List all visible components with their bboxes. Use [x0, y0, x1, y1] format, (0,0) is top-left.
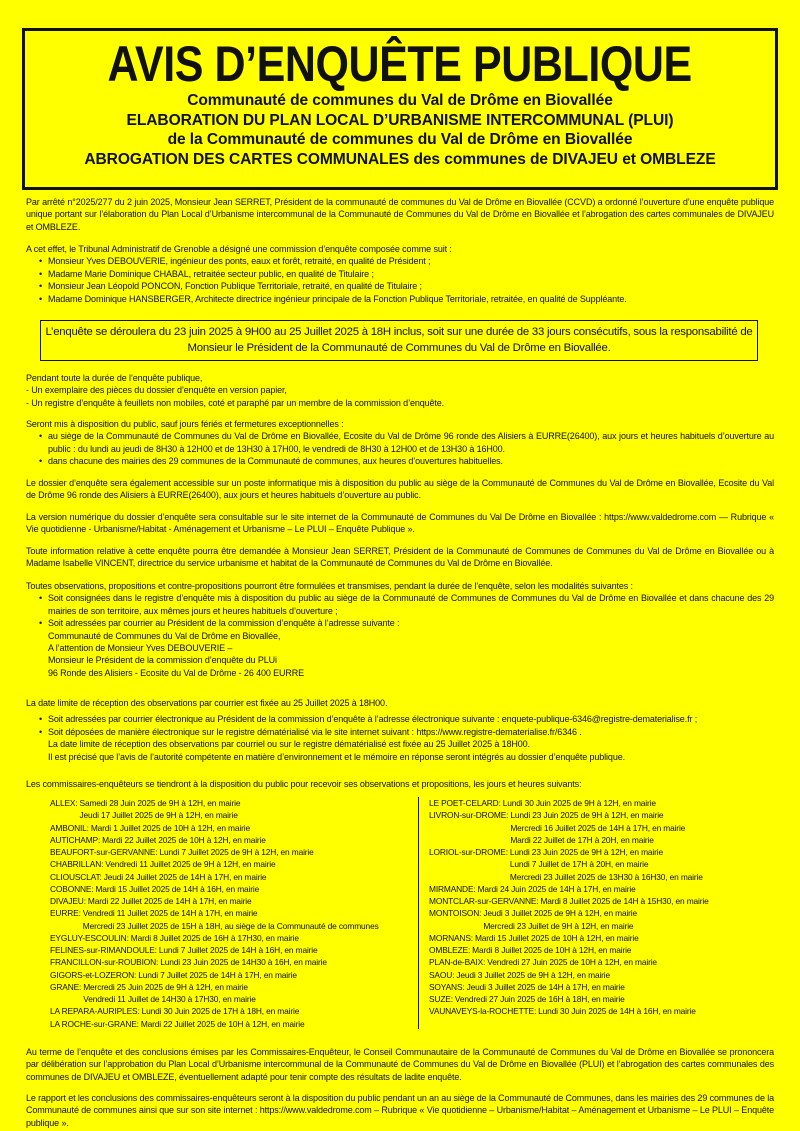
permanence-schedule: Lundi 30 Juin 2025 de 14H à 16H, en mairie: [538, 1006, 696, 1017]
permanence-entry: [429, 895, 774, 907]
dossier-papier-section: [26, 372, 774, 409]
permanence-schedule: Mardi 24 Juin 2025 de 14H à 17H, en mairie: [477, 883, 636, 894]
commune-name: PLAN-de-BAIX:: [429, 957, 486, 968]
permanence-entry: [50, 858, 416, 870]
permanence-entry: [429, 858, 774, 870]
address-line: A l’attention de Monsieur Yves DEBOUVERIE –: [48, 643, 233, 654]
header-line-plui: ELABORATION DU PLAN LOCAL D’URBANISME INTERCOMMUNAL (PLUI): [126, 111, 674, 129]
permanences-column-right: [418, 797, 774, 1029]
permanence-entry: [429, 834, 774, 846]
commune-name: GIGORS-et-LOZERON:: [50, 969, 137, 980]
commune-name: EURRE:: [50, 908, 81, 919]
permanence-entry: [50, 846, 416, 858]
commune-name: GRANE:: [50, 981, 82, 992]
permanence-schedule: Jeudi 24 Juillet 2025 de 14H à 17H, en mairie: [103, 871, 267, 882]
address-line: 96 Ronde des Alisiers - Ecosite du Val de Drôme - 26 400 EURRE: [48, 667, 305, 678]
commune-name: MORNANS:: [429, 932, 473, 943]
permanence-schedule: Samedi 28 Juin 2025 de 9H à 12H, en mairie: [79, 798, 241, 808]
permanence-entry: [50, 871, 416, 883]
commission-intro: A cet effet, le Tribunal Administratif de Grenoble a désigné une commission d’enquête composée comme suit :: [26, 244, 452, 254]
permanence-schedule: Mardi 15 Juillet 2025 de 14H à 16H, en mairie: [95, 883, 260, 894]
commission-members-list: [26, 255, 774, 305]
permanence-schedule: Mardi 8 Juillet 2025 de 14H à 15H30, en mairie: [540, 896, 709, 906]
permanence-entry: [429, 993, 774, 1005]
header-line-organisation: Communauté de communes du Val de Drôme en Biovallée: [187, 92, 613, 109]
intro-paragraph: [26, 196, 774, 233]
commune-name: CHABRILLAN:: [50, 859, 104, 870]
observations-section: [26, 580, 774, 679]
permanence-schedule: Mercredi 23 Juillet 2025 de 13H30 à 16H30, en mairie: [509, 871, 703, 882]
permanence-schedule: Lundi 30 Juin 2025 de 17H à 18H, en mairie: [141, 1006, 300, 1017]
permanence-entry: [50, 969, 416, 981]
commission-member: • Madame Marie Dominique CHABAL, retraitée secteur public, en qualité de Titulaire ;: [48, 268, 774, 280]
commune-name: LA REPARA-AURIPLES:: [50, 1006, 140, 1017]
permanences-column-left: [50, 797, 416, 1030]
permanence-schedule: Jeudi 3 Juillet 2025 de 14H à 17H, en mairie: [466, 981, 625, 992]
permanence-schedule: Mardi 22 Juillet 2025 de 14H à 17H, en mairie: [87, 896, 252, 906]
information-paragraph: [26, 545, 774, 570]
rapport-paragraph: [26, 1092, 774, 1129]
commune-name: FRANCILLON-sur-ROUBION:: [50, 957, 159, 968]
permanence-schedule: Lundi 23 Juin 2025 de 9H à 12H, en mairie: [509, 847, 663, 857]
rapport-text: Le rapport et les conclusions des commissaires-enquêteurs seront à la disposition du public pendant un an au siège de la Communauté de Communes, dans les mairies des 29 communes de la Communauté de communes ainsi que sur son site internet : https://www.valdedrome.com – Rubrique « Vie quotidienne – Urbanisme/Habitat – Aménagement et Urbanisme – Le PLUI – Enquête publique ».: [26, 1093, 774, 1128]
observations-intro: Toutes observations, propositions et contre-propositions pourront être formulées et transmises, pendant la durée de l’enquête, selon les modalités suivantes :: [26, 581, 633, 591]
permanence-entry: [50, 895, 416, 907]
observations-electronic-list: [26, 713, 774, 738]
commune-name: CLIOUSCLAT:: [50, 871, 102, 882]
permanence-schedule: Lundi 7 Juillet de 17H à 20H, en mairie: [509, 859, 649, 870]
commune-name: SAOU:: [429, 969, 455, 980]
commission-member: • Madame Dominique HANSBERGER, Architecte directrice ingénieur principale de la Fonction Publique Territoriale, retraitée, en qualité de Suppléante.: [48, 293, 774, 305]
observation-mode-registre-dematerialise: • Soit déposées de manière électronique sur le registre dématérialisé via le site internet suivant : https://www.registre-dematerialise.fr/6346 .: [48, 726, 774, 738]
commission-member: • Monsieur Yves DEBOUVERIE, ingénieur des ponts, eaux et forêt, retraité, en qualité de Président ;: [48, 255, 774, 267]
permanence-schedule: Mardi 8 Juillet 2025 de 10H à 12H, en mairie: [472, 945, 632, 955]
address-line: Monsieur le Président de la commission d’enquête du PLUi: [48, 655, 277, 666]
observations-list: [26, 592, 774, 629]
disposition-item: • dans chacune des mairies des 29 communes de la Communauté de communes, aux heures d’ouvertures habituelles.: [48, 455, 774, 467]
permanence-schedule: Jeudi 17 Juillet 2025 de 9H à 12H, en mairie: [79, 810, 238, 821]
permanence-entry: [50, 981, 416, 993]
dossier-papier-line: - Un exemplaire des pièces du dossier d’enquête en version papier,: [26, 385, 287, 396]
permanence-entry: [50, 956, 416, 968]
precision-autorite-environnementale: Il est précisé que l’avis de l’autorité compétente en matière d’environnement et le mémoire en réponse seront intégrés au dossier d’enquête publique.: [48, 751, 625, 762]
permanence-schedule: Lundi 7 Juillet 2025 de 14H à 17H, en mairie: [138, 969, 297, 980]
permanence-entry: [50, 1005, 416, 1017]
date-limite-courrier: La date limite de réception des observations par courrier est fixée au 25 Juillet 2025 à 18H00.: [26, 698, 388, 708]
header-box: [22, 28, 778, 190]
commune-name: LORIOL-sur-DROME:: [429, 847, 508, 857]
permanence-schedule: Mardi 15 Juillet 2025 de 10H à 12H, en mairie: [474, 932, 639, 943]
commune-name: MIRMANDE:: [429, 883, 476, 894]
permanences-table: [26, 797, 774, 1031]
permanence-entry: [429, 809, 774, 821]
disposition-item: • au siège de la Communauté de Communes du Val de Drôme en Biovallée, Ecosite du Val de Drôme 96 ronde des Alisiers à EURRE(26400), aux jours et heures habituels d’ouverture au public : du lundi au jeudi de 8H30 à 12H00 et de 13H30 à 17H00, le vendredi de 8H30 à 12H00 et de 13H30 à 16H00.: [48, 430, 774, 455]
intro-text: Par arrêté n°2025/277 du 2 juin 2025, Monsieur Jean SERRET, Président de la communauté de communes du Val de Drôme en Biovallée (CCVD) a ordonné l’ouverture d’une enquête publique unique portant sur l’élaboration du Plan Local d’Urbanisme intercommunal de la Communauté de Communes du Val de Drôme en Biovallée et l’abrogation des cartes communales de DIVAJEU et OMBLEZE.: [26, 197, 774, 232]
permanence-entry: [429, 822, 774, 834]
permanences-intro-paragraph: [26, 778, 774, 790]
header-line-abrogation: ABROGATION DES CARTES COMMUNALES des communes de DIVAJEU et OMBLEZE: [84, 150, 716, 168]
permanence-entry: [50, 797, 416, 809]
permanence-entry: [429, 797, 774, 809]
permanence-entry: [50, 932, 416, 944]
permanence-entry: [50, 920, 416, 932]
permanence-entry: [429, 920, 774, 932]
permanence-entry: [429, 907, 774, 919]
permanences-intro: Les commissaires-enquêteurs se tiendront à la disposition du public pour recevoir ses observations et propositions, les jours et heures suivants:: [26, 779, 582, 789]
commune-name: LE POET-CELARD:: [429, 798, 501, 808]
commune-name: DIVAJEU:: [50, 896, 86, 906]
permanence-entry: [50, 834, 416, 846]
permanence-schedule: Lundi 7 Juillet 2025 de 9H à 12H, en mairie: [159, 847, 314, 857]
permanence-schedule: Vendredi 11 Juillet de 14H30 à 17H30, en mairie: [83, 994, 256, 1004]
permanence-schedule: Vendredi 11 Juillet 2025 de 14H à 17H, en mairie: [82, 908, 258, 919]
commune-name: AMBONIL:: [50, 822, 89, 833]
commune-name: BEAUFORT-sur-GERVANNE:: [50, 847, 158, 857]
permanence-schedule: Lundi 30 Juin 2025 de 9H à 12H, en mairie: [502, 798, 656, 808]
observation-mode-courrier: • Soit adressées par courrier au Président de la commission d’enquête à l’adresse suivante :: [48, 617, 774, 629]
commune-name: AUTICHAMP:: [50, 834, 101, 845]
commune-name: EYGLUY-ESCOULIN:: [50, 932, 129, 943]
permanence-schedule: Jeudi 3 Juillet 2025 de 9H à 12H, en mairie: [456, 969, 611, 980]
dossier-papier-line: - Un registre d’enquête à feuillets non mobiles, coté et paraphé par un membre de la commission d’enquête.: [26, 397, 445, 408]
commune-name: OMBLEZE:: [429, 945, 471, 955]
disposition-section: [26, 418, 774, 468]
permanence-entry: [429, 969, 774, 981]
commune-name: COBONNE:: [50, 883, 94, 894]
permanence-schedule: Mercredi 23 Juillet 2025 de 15H à 18H, au siège de la Communauté de communes: [82, 920, 379, 931]
permanence-schedule: Mardi 8 Juillet 2025 de 16H à 17H30, en mairie: [130, 932, 299, 943]
permanence-schedule: Jeudi 3 Juillet 2025 de 9H à 12H, en mairie: [483, 908, 638, 919]
enquete-dates-box: [40, 320, 758, 361]
commune-name: SOYANS:: [429, 981, 465, 992]
permanence-schedule: Vendredi 27 Juin 2025 de 10H à 12H, en mairie: [487, 957, 657, 968]
commune-name: VAUNAVEYS-la-ROCHETTE:: [429, 1006, 537, 1017]
permanence-schedule: Mardi 22 Juillet 2025 de 10H à 12H, en mairie: [140, 1018, 305, 1029]
permanence-schedule: Mardi 22 Juillet de 17H à 20H, en mairie: [510, 834, 654, 845]
commune-name: SUZE:: [429, 994, 453, 1004]
permanence-entry: [50, 1018, 416, 1030]
version-numerique-paragraph: [26, 511, 774, 536]
commune-name: MONTOISON:: [429, 908, 482, 919]
date-limite-electronique: La date limite de réception des observations par courriel ou sur le registre dématérialisé est fixée au 25 Juillet 2025 à 18H00.: [48, 739, 530, 750]
permanence-entry: [50, 809, 416, 821]
permanence-entry: [50, 993, 416, 1005]
permanence-entry: [429, 1005, 774, 1017]
observations-electronic-section: [26, 697, 774, 763]
header-line-communaute: de la Communauté de communes du Val de Drôme en Biovallée: [167, 131, 633, 149]
permanence-entry: [429, 956, 774, 968]
commune-name: FELINES-sur-RIMANDOULE:: [50, 945, 157, 955]
permanence-entry: [429, 883, 774, 895]
commune-name: MONTCLAR-sur-GERVANNE:: [429, 896, 539, 906]
permanence-schedule: Mercredi 16 Juillet 2025 de 14H à 17H, en mairie: [510, 822, 686, 833]
permanence-entry: [50, 907, 416, 919]
permanence-entry: [50, 883, 416, 895]
postal-address: [26, 630, 774, 680]
permanence-schedule: Lundi 23 Juin 2025 de 14H30 à 16H, en mairie: [160, 957, 327, 968]
commission-section: [26, 243, 774, 305]
permanence-entry: [50, 822, 416, 834]
conclusion-text: Au terme de l’enquête et des conclusions émises par les Commissaires-Enquêteur, le Conseil Communautaire de la Communauté de Communes du Val de Drôme en Biovallée se prononcera par délibération sur l’approbation du Plan Local d’Urbanisme intercommunal de la Communauté de Communes du Val de Drôme en Biovallée (PLUI) et l’abrogation des cartes communales des communes de DIVAJEU et OMBLEZE, éventuellement adapté pour tenir compte des résultats de ladite enquête.: [26, 1047, 774, 1082]
conclusion-paragraph: [26, 1046, 774, 1083]
observation-mode-registre: • Soit consignées dans le registre d’enquête mis à disposition du public au siège de la Communauté de Communes de Communes du Val de Drôme en Biovallée et dans chacune des 29 mairies de son territoire, aux mêmes jours et heures habituels d’ouverture ;: [48, 592, 774, 617]
commune-name: ALLEX:: [50, 798, 78, 808]
permanence-schedule: Mercredi 23 Juillet de 9H à 12H, en mairie: [483, 920, 634, 931]
poste-informatique-paragraph: [26, 477, 774, 502]
permanence-schedule: Mardi 1 Juillet 2025 de 10H à 12H, en mairie: [90, 822, 250, 833]
permanence-schedule: Mercredi 25 Juin 2025 de 9H à 12H, en mairie: [83, 981, 248, 992]
permanence-schedule: Lundi 7 Juillet 2025 de 14H à 16H, en mairie: [158, 945, 318, 955]
permanence-entry: [429, 871, 774, 883]
page-title: AVIS D’ENQUÊTE PUBLIQUE: [107, 36, 693, 92]
observation-mode-courriel: • Soit adressées par courrier électronique au Président de la commission d’enquête à l’adresse électronique suivante : enquete-publique-6346@registre-dematerialise.fr ;: [48, 713, 774, 725]
permanence-entry: [50, 944, 416, 956]
permanence-schedule: Vendredi 11 Juillet 2025 de 9H à 12H, en mairie: [105, 859, 276, 870]
address-line: Communauté de Communes du Val de Drôme en Biovallée,: [48, 630, 281, 641]
information-text: Toute information relative à cette enquête pourra être demandée à Monsieur Jean SERRET, Président de la Communauté de Communes de Communes du Val de Drôme en Biovallée ou à Madame Isabelle VINCENT, directrice du service urbanisme et habitat de la Communauté de Communes du Val de Drôme en Biovallée.: [26, 546, 774, 569]
disposition-intro: Seront mis à disposition du public, sauf jours fériés et fermetures exceptionnelles :: [26, 419, 344, 429]
permanence-entry: [429, 932, 774, 944]
permanence-schedule: Vendredi 27 Juin 2025 de 16H à 18H, en mairie: [454, 994, 625, 1004]
disposition-list: [26, 430, 774, 467]
commune-name: LIVRON-sur-DROME:: [429, 810, 509, 821]
enquete-dates-text: L’enquête se déroulera du 23 juin 2025 à 9H00 au 25 Juillet 2025 à 18H inclus, soit sur une durée de 33 jours consécutifs, sous la responsabilité de Monsieur le Président de la Communauté de Communes du Val de Drôme en Biovallée.: [45, 326, 753, 354]
version-numerique-text: La version numérique du dossier d’enquête sera consultable sur le site internet de la Communauté de Communes du Val De Drôme en Biovallée : https://www.valdedrome.com — Rubrique « Vie quotidienne - Urbanisme/Habitat - Aménagement et Urbanisme – Le PLUI – Enquête Publique ».: [26, 512, 774, 535]
dossier-papier-line: Pendant toute la durée de l’enquête publique,: [26, 373, 203, 383]
permanence-entry: [429, 846, 774, 858]
permanence-schedule: Mardi 22 Juillet 2025 de 10H à 12H, en mairie: [102, 834, 266, 845]
permanence-schedule: Lundi 23 Juin 2025 de 9H à 12H, en mairie: [510, 810, 664, 821]
poste-informatique-text: Le dossier d’enquête sera également accessible sur un poste informatique mis à disposition du public au siège de la Communauté de Communes du Val de Drôme en Biovallée, Ecosite du Val de Drôme 96 ronde des Alisiers à EURRE(26400), aux jours et heures habituels d’ouverture au public.: [26, 478, 774, 501]
permanence-entry: [429, 981, 774, 993]
commune-name: LA ROCHE-sur-GRANE:: [50, 1018, 139, 1029]
commission-member: • Monsieur Jean Léopold PONCON, Fonction Publique Territoriale, retraité, en qualité de Titulaire ;: [48, 280, 774, 292]
permanence-entry: [429, 944, 774, 956]
